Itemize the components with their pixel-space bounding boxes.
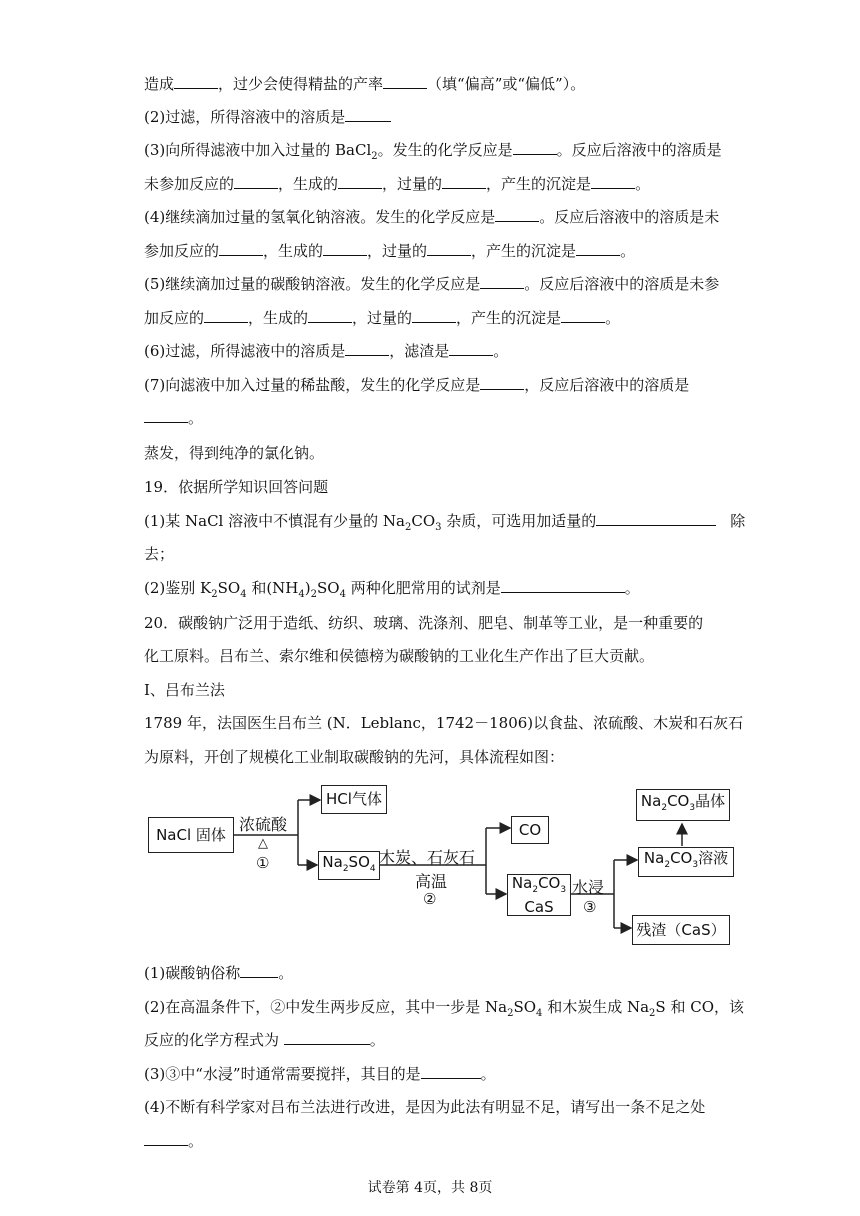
blank[interactable]: [284, 1030, 370, 1045]
blank[interactable]: [174, 74, 218, 89]
q18-line-2: (2)过滤，所得溶液中的溶质是: [144, 107, 391, 127]
na2co3-crystal-box: $Na_2CO_3$晶体: [636, 789, 730, 821]
na2co3-solution-box: $Na_2CO_3$溶液: [638, 847, 734, 877]
blank[interactable]: [234, 174, 278, 189]
q20-paragraph-3: 1789 年，法国医生吕布兰 (N．Leblanc，1742－1806)以食盐、浓硫酸、木炭和石灰石: [144, 714, 744, 732]
na2so4-box: $Na_2SO_4$: [318, 851, 380, 880]
section-heading: I、吕布兰法: [144, 681, 225, 699]
step-2-label: ②: [423, 890, 437, 908]
page-footer: 试卷第 4页，共 8页: [367, 1180, 493, 1196]
step-3-label: ③: [583, 898, 597, 916]
q19-part-1: (1)某 NaCl 溶液中不慎混有少量的 $Na_2CO_3$ 杂质，可选用加适量的 除: [144, 512, 746, 533]
q20-paragraph-2: 化工原料。吕布兰、索尔维和侯德榜为碳酸钠的工业化生产作出了巨大贡献。: [144, 647, 655, 665]
blank[interactable]: [591, 174, 635, 189]
blank[interactable]: [338, 174, 382, 189]
blank[interactable]: [412, 308, 456, 323]
blank[interactable]: [308, 308, 352, 323]
blank[interactable]: [345, 341, 389, 356]
blank[interactable]: [442, 174, 486, 189]
q18-line-5: (4)继续滴加过量的氢氧化钠溶液。发生的化学反应是 。反应后溶液中的溶质是未: [144, 208, 720, 226]
blank[interactable]: [501, 578, 625, 593]
label-concentrated-sulfuric-acid: 浓硫酸: [239, 815, 288, 834]
q18-line-11: 。: [144, 408, 203, 428]
blank[interactable]: [427, 241, 471, 256]
step-1-label: ①: [256, 854, 270, 872]
blank[interactable]: [561, 308, 605, 323]
label-charcoal-limestone: 木炭、石灰石: [379, 848, 476, 867]
q18-line-7: (5)继续滴加过量的碳酸钠溶液。发生的化学反应是 。反应后溶液中的溶质是未参: [144, 275, 720, 293]
blank[interactable]: [513, 140, 557, 155]
na2co3-cas-box: $Na_2CO_3$ CaS: [507, 874, 571, 916]
blank[interactable]: [383, 74, 427, 89]
blank[interactable]: [345, 107, 391, 122]
q19-part-1-cont: 去；: [144, 545, 175, 563]
q18-line-9: (6)过滤，所得滤液中的溶质是 ，滤渣是 。: [144, 342, 509, 360]
q18-line-6: 参加反应的 ，生成的 ，过量的 ，产生的沉淀是 。: [144, 242, 636, 260]
q20-part-1: (1)碳酸钠俗称 。: [144, 964, 294, 982]
label-high-temperature: 高温: [415, 872, 448, 891]
q18-line-8: 加反应的 ，生成的 ，过量的 ，产生的沉淀是 。: [144, 309, 621, 327]
blank[interactable]: [144, 1131, 188, 1146]
q19-title: 19．依据所学知识回答问题: [144, 478, 329, 496]
q18-line-4: 未参加反应的 ，生成的 ，过量的 ，产生的沉淀是 。: [144, 175, 651, 193]
q20-paragraph-4: 为原料，开创了规模化工业制取碳酸钠的先河，具体流程如图：: [144, 748, 565, 766]
q18-line-1: 造成 ，过少会使得精盐的产率 （填“偏高”或“偏低”）。: [144, 75, 586, 93]
q18-line-3: (3)向所得滤液中加入过量的 BaCl$_2$。发生的化学反应是 。反应后溶液中的溶质是: [144, 141, 722, 162]
q20-part-4: (4)不断有科学家对吕布兰法进行改进，是因为此法有明显不足，请写出一条不足之处: [144, 1098, 706, 1116]
blank[interactable]: [449, 341, 493, 356]
nacl-solid-box: NaCl 固体: [148, 817, 234, 853]
blank[interactable]: [576, 241, 620, 256]
co-box: CO: [511, 816, 549, 844]
q18-line-10: (7)向滤液中加入过量的稀盐酸，发生的化学反应是 ，反应后溶液中的溶质是: [144, 376, 690, 394]
blank[interactable]: [596, 511, 716, 526]
blank[interactable]: [144, 408, 188, 423]
q20-paragraph-1: 20．碳酸钠广泛用于造纸、纺织、玻璃、洗涤剂、肥皂、制革等工业，是一种重要的: [144, 614, 704, 632]
blank[interactable]: [495, 207, 539, 222]
residue-box: 残渣（CaS）: [632, 915, 730, 945]
label-water-soak: 水浸: [572, 878, 605, 897]
q18-line-12: 蒸发，得到纯净的氯化钠。: [144, 444, 325, 462]
blank[interactable]: [219, 241, 263, 256]
blank[interactable]: [480, 375, 524, 390]
q20-part-2-cont: 反应的化学方程式为 。: [144, 1031, 385, 1049]
hcl-gas-box: HCl气体: [321, 785, 387, 814]
blank[interactable]: [240, 963, 278, 978]
q20-part-2: (2)在高温条件下，②中发生两步反应，其中一步是 $Na_2SO_4$ 和木炭生成 $Na_2S$ 和 CO，该: [144, 998, 744, 1019]
blank[interactable]: [204, 308, 248, 323]
blank[interactable]: [480, 274, 524, 289]
heat-symbol: △: [258, 836, 268, 851]
q20-part-3: (3)③中“水浸”时通常需要搅拌，其目的是 。: [144, 1065, 496, 1083]
q19-part-2: (2)鉴别 $K_2SO_4$ 和$(NH_4)_2SO_4$ 两种化肥常用的试剂是 。: [144, 579, 640, 600]
blank[interactable]: [421, 1064, 481, 1079]
q20-part-4-cont: 。: [144, 1131, 203, 1151]
blank[interactable]: [323, 241, 367, 256]
